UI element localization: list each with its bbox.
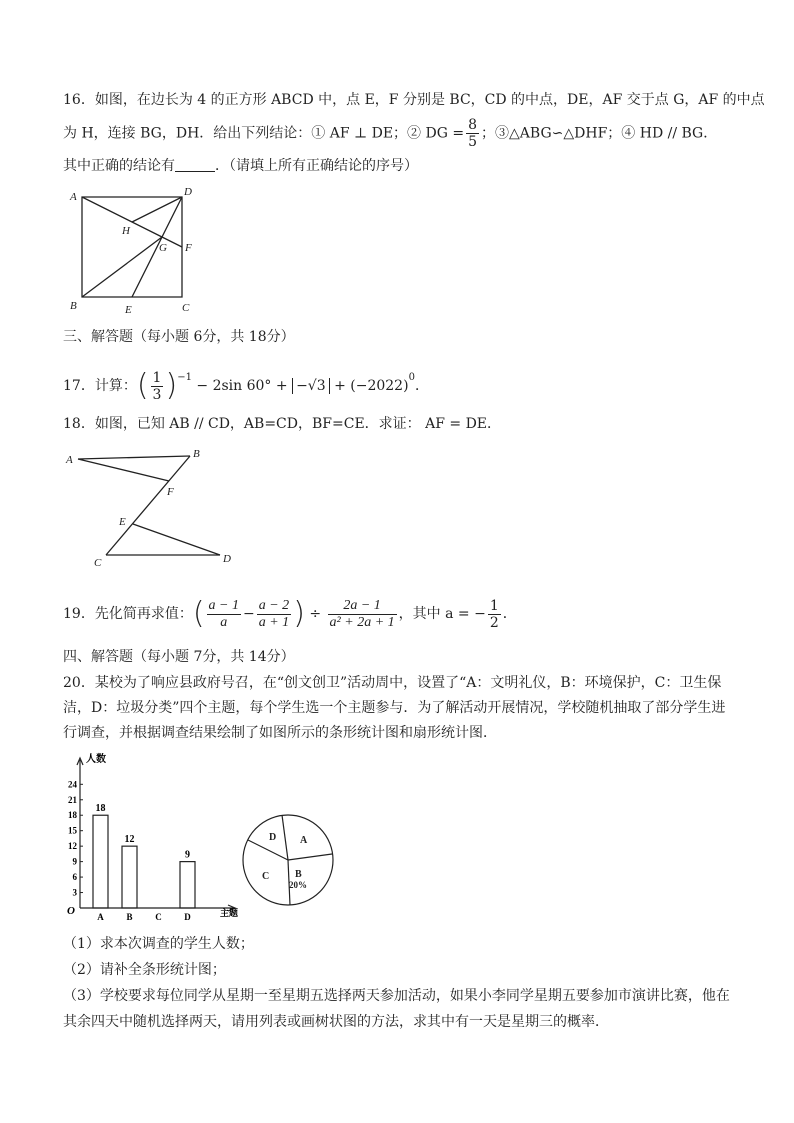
label-e: E: [125, 304, 132, 316]
section4-heading: 四、解答题（每小题 7分，共 14分）: [63, 649, 295, 665]
q19-frac1-den: a: [220, 614, 228, 630]
x-tick-label: B: [126, 912, 133, 922]
q17-mid: − 2sin 60° +: [196, 378, 293, 394]
bar-value-label: 18: [95, 803, 106, 815]
bar-chart: [62, 750, 247, 925]
q19-expression: 19．先化简再求值：( $\frac{a - 1}{a}$ − $\frac{a - 2}{a + 1}$ ) ÷ $\frac{2a - 1}{\text{a² + 2a + 1}}$ ，其中 a = − $\frac{1}{2}$ ．: [63, 596, 517, 631]
q16-line2-b: ；③△ABG∽△DHF；④ HD // BG．: [481, 125, 718, 142]
segment-af: [78, 459, 169, 481]
q19-frac3-num: 2a − 1: [328, 598, 397, 615]
y-tick-label: 9: [72, 856, 77, 867]
pie-slice-b-value: 20%: [289, 880, 307, 890]
q19-frac2: [257, 598, 291, 631]
q17-fraction: [151, 370, 164, 403]
label-b: B: [70, 300, 77, 312]
q16-line3: [63, 156, 418, 176]
q19-paren-open: (: [192, 596, 205, 631]
y-tick-label: 21: [68, 794, 77, 805]
pie-divider-top: [282, 815, 288, 860]
q20-sub1: （1）求本次调查的学生人数；: [63, 936, 254, 952]
q17-paren-value: (−2022): [350, 378, 409, 394]
pie-slice-a-label: A: [300, 835, 308, 846]
q19-frac2-num: a − 2: [258, 597, 290, 613]
section3-heading: 三、解答题（每小题 6分，共 18分）: [63, 329, 295, 345]
pie-slice-d-label: D: [269, 832, 277, 843]
square-abcd: [82, 197, 182, 297]
q16-fraction: [466, 117, 479, 150]
label-b: B: [193, 448, 200, 460]
y-tick-label: 24: [68, 779, 77, 790]
q20-line3: 行调查，并根据调查结果绘制了如图所示的条形统计图和扇形统计图．: [63, 725, 497, 741]
label-c: C: [94, 557, 102, 569]
x-axis-label: 主题: [220, 908, 239, 918]
label-e: E: [119, 516, 126, 528]
q16-frac-num: 8: [468, 117, 478, 133]
y-tick-label: 3: [72, 887, 77, 898]
q19-where: ，其中 a = −: [398, 606, 486, 622]
segment-dh: [132, 197, 182, 222]
q20-line2: 洁，D：垃圾分类”四个主题，每个学生选一个主题参与．为了解活动开展情况，学校随机抽取了部分学生进: [63, 700, 726, 716]
x-tick-label: D: [184, 912, 191, 922]
x-tick-label: A: [97, 912, 104, 922]
label-a: A: [70, 191, 77, 203]
bar-b: [122, 846, 137, 908]
q19-divide: ÷: [309, 606, 322, 622]
q19-frac1-num: a − 1: [208, 597, 239, 613]
origin-label: O: [67, 905, 75, 917]
q18-figure: [62, 443, 242, 573]
bar-value-label: 9: [185, 849, 190, 861]
segment-de: [132, 197, 182, 297]
q19-paren-close: ): [293, 596, 305, 631]
label-f: F: [167, 486, 174, 498]
q19-end: ．: [502, 606, 517, 622]
segment-ab: [78, 456, 190, 459]
q17-end: ．: [414, 378, 429, 394]
y-tick-label: 18: [68, 810, 77, 821]
y-tick-label: 12: [68, 841, 77, 852]
q20-sub2: （2）请补全条形统计图；: [63, 962, 226, 978]
y-tick-label: 6: [72, 872, 77, 883]
q16-square-figure: [62, 185, 202, 320]
pie-slice-b-label: B: [295, 869, 302, 880]
pie-slice-c-label: C: [262, 871, 270, 882]
pie-chart: [238, 810, 338, 910]
q19-value-frac: [488, 598, 501, 631]
q19-value-num: 1: [489, 597, 499, 614]
q16-line2: [63, 117, 717, 150]
q17-exponent-zero: 0: [408, 372, 415, 383]
y-tick-label: 15: [68, 825, 77, 836]
y-axis-label: 人数: [86, 754, 106, 765]
label-h: H: [122, 225, 130, 237]
label-d: D: [184, 186, 192, 198]
q17-exponent: −1: [177, 372, 192, 383]
q18-text: 18．如图，已知 AB // CD，AB=CD，BF=CE．求证： AF = DE．: [63, 416, 502, 432]
label-a: A: [66, 454, 73, 466]
q17-paren-close: ): [165, 368, 178, 403]
q19-frac3: [328, 598, 397, 631]
q17-prefix: 17．计算：: [63, 378, 137, 394]
q16-line3-a: 其中正确的结论有: [63, 158, 175, 174]
label-g: G: [159, 242, 167, 254]
q20-line1: 20．某校为了响应县政府号召，在“创文创卫”活动周中，设置了“A：文明礼仪，B：环境保护，C：卫生保: [63, 675, 722, 691]
q20-sub3-line2: 其余四天中随机选择两天，请用列表或画树状图的方法，求其中有一天是星期三的概率．: [63, 1014, 609, 1030]
label-c: C: [182, 302, 190, 314]
q19-frac1: [207, 598, 241, 631]
q17-absolute: −√3: [292, 378, 330, 394]
q19-frac3-den: a² + 2a + 1: [329, 614, 395, 630]
bar-a: [93, 815, 108, 908]
q19-prefix: 19．先化简再求值：: [63, 606, 193, 622]
segment-ed: [133, 524, 220, 555]
q17-plus: +: [329, 378, 351, 394]
q17-expression: [63, 358, 429, 403]
bar-value-label: 12: [124, 834, 135, 846]
pie-divider-right: [288, 854, 332, 860]
q17-frac-num: 1: [152, 369, 162, 386]
x-tick-label: C: [155, 912, 162, 922]
label-d: D: [223, 553, 231, 565]
bar-d: [180, 862, 195, 908]
q16-line3-b: ．（请填上所有正确结论的序号）: [215, 158, 418, 174]
q19-value-den: 2: [489, 614, 499, 631]
pie-divider-left: [248, 840, 288, 860]
q19-frac2-den: a + 1: [258, 614, 290, 630]
q16-frac-den: 5: [468, 134, 478, 150]
q20-sub3-line1: （3）学校要求每位同学从星期一至星期五选择两天参加活动，如果小李同学星期五要参加市演讲比赛，他在: [63, 988, 730, 1004]
q16-line1: 16．如图，在边长为 4 的正方形 ABCD 中，点 E，F 分别是 BC，CD 的中点，DE，AF 交于点 G，AF 的中点: [63, 92, 765, 108]
q17-paren-open: (: [136, 368, 149, 403]
q16-line2-a: 为 H，连接 BG，DH．给出下列结论：① AF ⊥ DE；② DG =: [63, 125, 465, 142]
segment-bg: [82, 237, 162, 297]
answer-blank[interactable]: [175, 157, 215, 172]
label-f: F: [185, 242, 192, 254]
q17-frac-den: 3: [152, 386, 162, 403]
